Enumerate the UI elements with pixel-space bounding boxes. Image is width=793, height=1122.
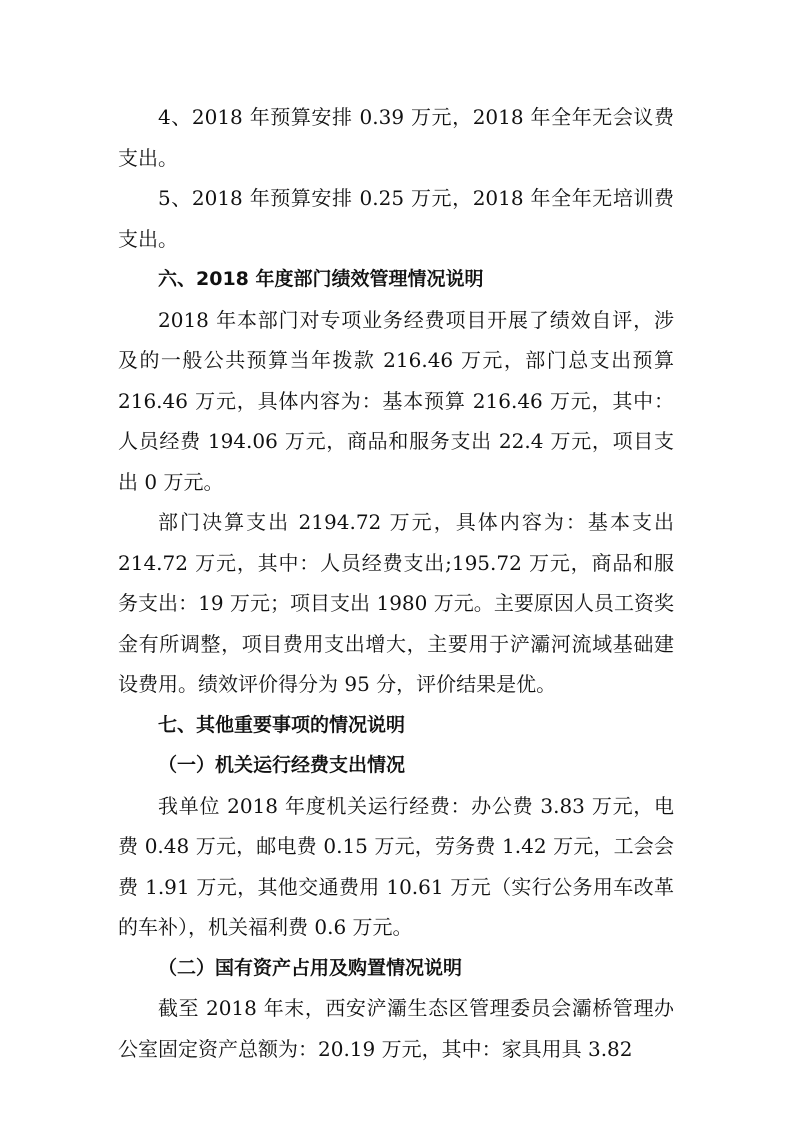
section-heading-other-matters: 七、其他重要事项的情况说明: [158, 713, 406, 736]
paragraph-final-accounts: 部门决算支出 2194.72 万元，具体内容为：基本支出 214.72 万元，其中：人员经费支出;195.72 万元，商品和服务支出：19 万元；项目支出 1980 万元。主要原因人员工资奖金有所调整，项目费用支出增大，主要用于浐灞河流域基础建设费用。绩效评价得分为 95 分，评价结果是优。: [118, 510, 674, 696]
section-heading-performance: 六、2018 年度部门绩效管理情况说明: [158, 268, 484, 290]
paragraph-meeting-fee: 4、2018 年预算安排 0.39 万元，2018 年全年无会议费支出。: [118, 105, 674, 170]
paragraph-performance-budget: 2018 年本部门对专项业务经费项目开展了绩效自评，涉及的一般公共预算当年拨款 216.46 万元，部门总支出预算 216.46 万元，具体内容为：基本预算 216.46 万元，其中：人员经费 194.06 万元，商品和服务支出 22.4 万元，项目支出 0 万元。: [118, 307, 674, 494]
subsection-heading-operating-expenses: （一）机关运行经费支出情况: [158, 754, 406, 776]
paragraph-state-assets: 截至 2018 年末，西安浐灞生态区管理委员会灞桥管理办公室固定资产总额为：20.19 万元，其中：家具用具 3.82: [118, 996, 674, 1061]
subsection-heading-state-assets: （二）国有资产占用及购置情况说明: [158, 956, 463, 979]
paragraph-training-fee: 5、2018 年预算安排 0.25 万元，2018 年全年无培训费支出。: [118, 186, 674, 251]
paragraph-operating-expenses: 我单位 2018 年度机关运行经费：办公费 3.83 万元，电费 0.48 万元，邮电费 0.15 万元，劳务费 1.42 万元，工会会费 1.91 万元，其他交通费用 10.61 万元（实行公务用车改革的车补），机关福利费 0.6 万元。: [118, 793, 674, 939]
document-body: [118, 97, 674, 1069]
